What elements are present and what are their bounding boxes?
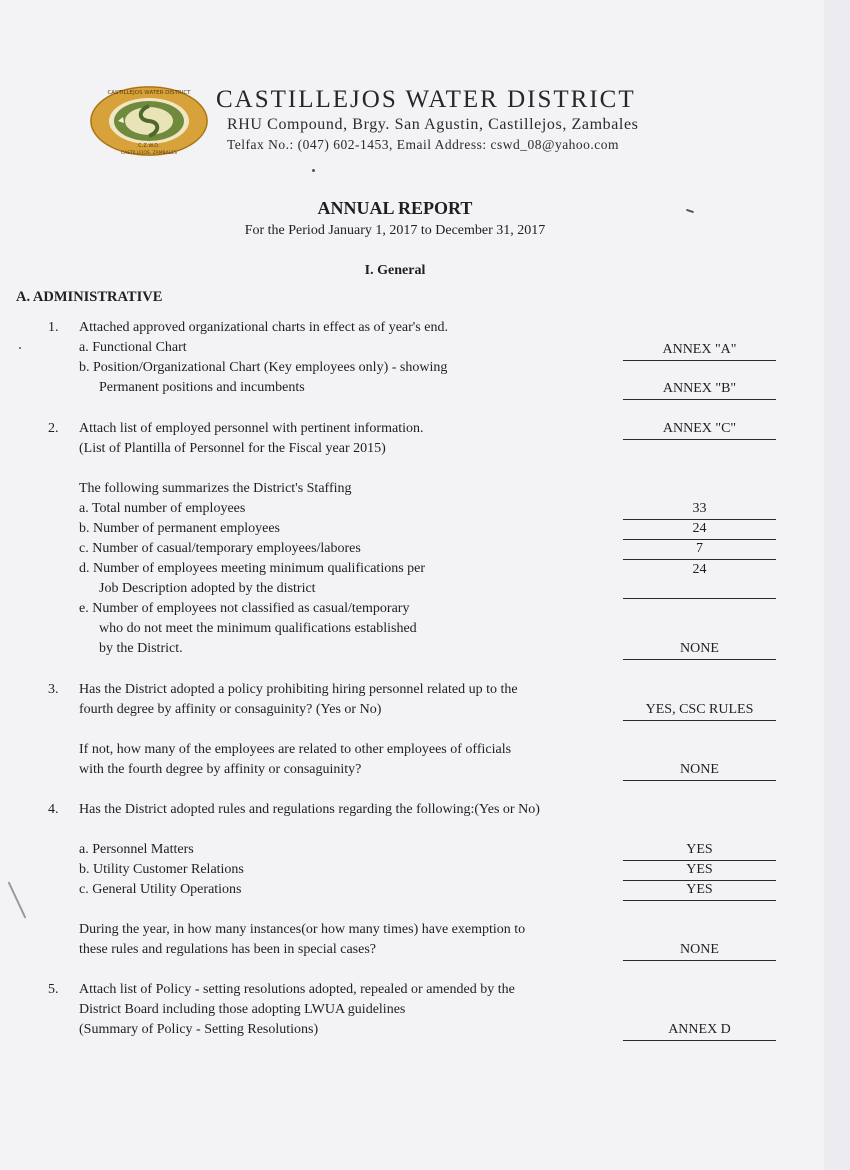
- staffing-b-text: b. Number of permanent employees: [79, 521, 280, 536]
- item-5-number: 5.: [48, 982, 59, 997]
- staffing-c-answer: 7: [623, 540, 776, 560]
- item-3-sub-answer: NONE: [623, 761, 776, 781]
- staffing-c-text: c. Number of casual/temporary employees/labores: [79, 541, 361, 556]
- item-4-sub-answer: NONE: [623, 941, 776, 961]
- item-1a-text: a. Functional Chart: [79, 340, 187, 355]
- staffing-d-answer: 24: [692, 562, 707, 577]
- speck: [312, 169, 315, 172]
- item-2-line1: Attach list of employed personnel with pertinent information.: [79, 421, 424, 436]
- seal-text-top: CASTILLEJOS WATER DISTRICT: [107, 90, 191, 96]
- org-contact: Telfax No.: (047) 602-1453, Email Address: cswd_08@yahoo.com: [227, 137, 620, 152]
- report-title: ANNUAL REPORT: [317, 198, 473, 218]
- staffing-d-line1: d. Number of employees meeting minimum qualifications per: [79, 561, 426, 576]
- item-4b-text: b. Utility Customer Relations: [79, 862, 244, 877]
- staffing-b-answer: 24: [623, 520, 776, 540]
- item-4a-answer: YES: [623, 841, 776, 861]
- item-3-line1: Has the District adopted a policy prohibiting hiring personnel related up to the: [79, 682, 518, 697]
- item-2-number: 2.: [48, 421, 59, 436]
- item-4b-answer: YES: [623, 861, 776, 881]
- item-4-sub-line2: these rules and regulations has been in special cases?: [79, 942, 377, 957]
- item-4-sub-line1: During the year, in how many instances(or how many times) have exemption to: [79, 922, 526, 937]
- staffing-heading: The following summarizes the District's Staffing: [79, 481, 352, 496]
- section-heading: A. ADMINISTRATIVE: [16, 289, 163, 305]
- org-address: RHU Compound, Brgy. San Agustin, Castillejos, Zambales: [227, 116, 639, 133]
- staffing-a-answer: 33: [623, 500, 776, 520]
- item-4c-answer: YES: [623, 881, 776, 901]
- item-1b-answer: ANNEX "B": [623, 380, 776, 400]
- item-4c-text: c. General Utility Operations: [79, 882, 242, 897]
- water-district-seal-icon: [88, 84, 210, 158]
- staffing-e-line1: e. Number of employees not classified as casual/temporary: [79, 601, 410, 616]
- report-part: I. General: [364, 263, 426, 278]
- item-4a-text: a. Personnel Matters: [79, 842, 194, 857]
- speck: [8, 881, 27, 918]
- staffing-d-underline: [623, 598, 776, 599]
- speck: [19, 347, 21, 349]
- item-4-number: 4.: [48, 802, 59, 817]
- item-2-line2: (List of Plantilla of Personnel for the Fiscal year 2015): [79, 441, 386, 456]
- item-1-number: 1.: [48, 320, 59, 335]
- item-1-text: Attached approved organizational charts in effect as of year's end.: [79, 320, 448, 335]
- item-2-answer: ANNEX "C": [623, 420, 776, 440]
- item-3-sub-line2: with the fourth degree by affinity or consaguinity?: [79, 762, 362, 777]
- staffing-e-answer: NONE: [623, 640, 776, 660]
- item-3-line2: fourth degree by affinity or consaguinity? (Yes or No): [79, 702, 382, 717]
- item-3-number: 3.: [48, 682, 59, 697]
- staffing-d-line2: Job Description adopted by the district: [99, 581, 316, 596]
- item-3-answer: YES, CSC RULES: [623, 701, 776, 721]
- item-5-line2: District Board including those adopting LWUA guidelines: [79, 1002, 406, 1017]
- item-1b-line2: Permanent positions and incumbents: [99, 380, 305, 395]
- seal-text-mid: C.Z.W.D.: [138, 143, 160, 149]
- staffing-e-line3: by the District.: [99, 641, 183, 656]
- item-1b-line1: b. Position/Organizational Chart (Key employees only) - showing: [79, 360, 448, 375]
- item-4-text: Has the District adopted rules and regulations regarding the following:(Yes or No): [79, 802, 540, 817]
- item-3-sub-line1: If not, how many of the employees are related to other employees of officials: [79, 742, 512, 757]
- seal-text-bottom: CASTILLEJOS, ZAMBALES: [120, 151, 178, 156]
- page-edge: [824, 0, 850, 1170]
- item-5-line3: (Summary of Policy - Setting Resolutions): [79, 1022, 319, 1037]
- staffing-a-text: a. Total number of employees: [79, 501, 246, 516]
- item-5-answer: ANNEX D: [623, 1021, 776, 1041]
- report-period: For the Period January 1, 2017 to December 31, 2017: [244, 223, 546, 238]
- item-5-line1: Attach list of Policy - setting resolutions adopted, repealed or amended by the: [79, 982, 515, 997]
- item-1a-answer: ANNEX "A": [623, 341, 776, 361]
- org-name: CASTILLEJOS WATER DISTRICT: [216, 86, 636, 113]
- staffing-e-line2: who do not meet the minimum qualifications established: [99, 621, 417, 636]
